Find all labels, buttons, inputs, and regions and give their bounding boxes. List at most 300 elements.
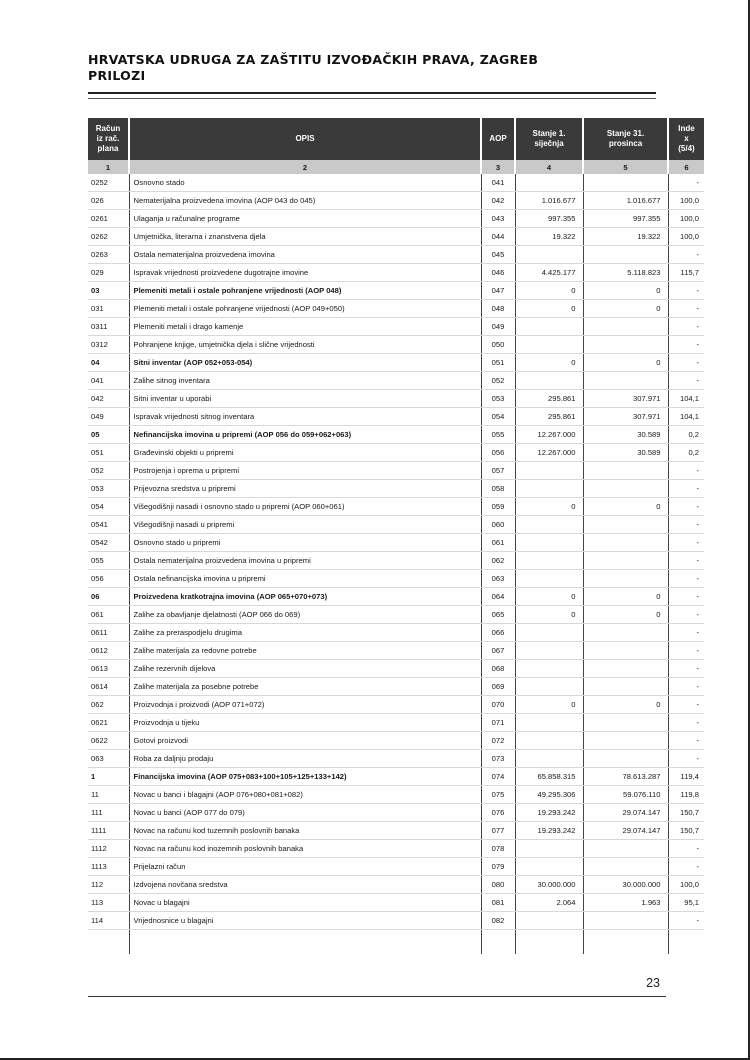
cell-aop: 082 [481,912,515,930]
header-account [88,118,129,160]
cell-aop: 072 [481,732,515,750]
cell-account: 061 [88,606,129,624]
cell-description: Sitni inventar u uporabi [129,390,481,408]
cell-opening: 19.293.242 [515,804,583,822]
table-row [88,660,704,678]
header-aop: AOP [481,118,515,160]
table-row [88,750,704,768]
cell-index: 119,8 [668,786,704,804]
cell-aop: 066 [481,624,515,642]
cell-aop: 071 [481,714,515,732]
cell-opening [515,714,583,732]
cell-description: Ispravak vrijednosti proizvedene dugotrajne imovine [129,264,481,282]
cell-index: 104,1 [668,408,704,426]
cell-index: - [668,516,704,534]
cell-opening: 0 [515,498,583,516]
cell-closing: 5.118.823 [583,264,668,282]
cell-account: 0263 [88,246,129,264]
cell-aop: 054 [481,408,515,426]
cell-opening: 19.293.242 [515,822,583,840]
header-rule-thin [88,98,656,99]
cell-aop: 075 [481,786,515,804]
cell-index: - [668,678,704,696]
filler-cell [515,930,583,955]
cell-closing: 1.963 [583,894,668,912]
cell-description: Vrijednosnice u blagajni [129,912,481,930]
cell-opening [515,642,583,660]
cell-account: 055 [88,552,129,570]
header-account-line-3: plana [97,144,119,153]
cell-account: 063 [88,750,129,768]
table-body [88,174,704,954]
cell-closing [583,246,668,264]
table-row [88,678,704,696]
cell-aop: 055 [481,426,515,444]
column-number: 4 [515,160,583,174]
page-number: 23 [646,976,660,990]
table-row [88,390,704,408]
cell-opening: 1.016.677 [515,192,583,210]
header-index [668,118,704,160]
table-row [88,606,704,624]
cell-account: 0541 [88,516,129,534]
table-row [88,282,704,300]
cell-description: Zalihe za obavljanje djelatnosti (AOP 066 do 069) [129,606,481,624]
cell-index: 150,7 [668,822,704,840]
table-row [88,480,704,498]
cell-opening: 19.322 [515,228,583,246]
header-closing-line-2: prosinca [608,139,643,148]
cell-account: 0311 [88,318,129,336]
cell-index: 0,2 [668,426,704,444]
cell-account: 0312 [88,336,129,354]
cell-aop: 065 [481,606,515,624]
cell-closing [583,552,668,570]
filler-cell [129,930,481,955]
cell-account: 053 [88,480,129,498]
cell-closing [583,534,668,552]
cell-description: Zalihe za preraspodjelu drugima [129,624,481,642]
cell-description: Financijska imovina (AOP 075+083+100+105+125+133+142) [129,768,481,786]
table-row [88,174,704,192]
cell-opening [515,660,583,678]
table-row [88,228,704,246]
table-row [88,768,704,786]
table-row [88,264,704,282]
cell-description: Plemeniti metali i drago kamenje [129,318,481,336]
cell-description: Višegodišnji nasadi u pripremi [129,516,481,534]
header-account-line-2: iz rač. [96,134,120,143]
cell-index: - [668,174,704,192]
cell-description: Novac u blagajni [129,894,481,912]
table-row [88,210,704,228]
table-row [88,786,704,804]
cell-account: 051 [88,444,129,462]
cell-opening: 997.355 [515,210,583,228]
cell-closing: 19.322 [583,228,668,246]
cell-closing: 0 [583,498,668,516]
cell-description: Roba za daljnju prodaju [129,750,481,768]
cell-closing: 30.589 [583,444,668,462]
cell-closing: 29.074.147 [583,822,668,840]
cell-description: Gotovi proizvodi [129,732,481,750]
cell-closing [583,912,668,930]
table-row [88,462,704,480]
cell-description: Nefinancijska imovina u pripremi (AOP 056 do 059+062+063) [129,426,481,444]
cell-index: - [668,462,704,480]
cell-opening: 0 [515,354,583,372]
table-row [88,552,704,570]
cell-description: Izdvojena novčana sredstva [129,876,481,894]
table-row [88,408,704,426]
cell-description: Zalihe sitnog inventara [129,372,481,390]
cell-aop: 045 [481,246,515,264]
cell-aop: 044 [481,228,515,246]
cell-closing: 0 [583,354,668,372]
table-row [88,732,704,750]
cell-description: Zalihe materijala za redovne potrebe [129,642,481,660]
cell-description: Plemeniti metali i ostale pohranjene vrijednosti (AOP 049+050) [129,300,481,318]
cell-opening: 30.000.000 [515,876,583,894]
cell-account: 03 [88,282,129,300]
table-row [88,714,704,732]
column-number: 2 [129,160,481,174]
cell-closing [583,624,668,642]
cell-index: - [668,246,704,264]
cell-index: 115,7 [668,264,704,282]
cell-description: Ulaganja u računalne programe [129,210,481,228]
cell-aop: 077 [481,822,515,840]
table-row [88,588,704,606]
cell-index: - [668,714,704,732]
cell-opening: 4.425.177 [515,264,583,282]
cell-opening: 0 [515,696,583,714]
footer-rule [88,996,666,997]
cell-aop: 053 [481,390,515,408]
cell-description: Pohranjene knjige, umjetnička djela i slične vrijednosti [129,336,481,354]
cell-opening [515,372,583,390]
cell-closing: 78.613.287 [583,768,668,786]
cell-closing [583,714,668,732]
cell-account: 113 [88,894,129,912]
cell-aop: 079 [481,858,515,876]
cell-account: 056 [88,570,129,588]
cell-closing: 0 [583,696,668,714]
cell-index: 100,0 [668,210,704,228]
table-row [88,642,704,660]
cell-aop: 058 [481,480,515,498]
cell-aop: 051 [481,354,515,372]
header-opening-line-2: siječnja [534,139,564,148]
table-row [88,876,704,894]
cell-opening [515,570,583,588]
cell-closing [583,642,668,660]
header-index-line-3: (5/4) [678,144,695,153]
cell-account: 0614 [88,678,129,696]
cell-account: 0612 [88,642,129,660]
cell-opening: 12.267.000 [515,444,583,462]
cell-index: - [668,480,704,498]
cell-account: 1111 [88,822,129,840]
cell-description: Nematerijalna proizvedena imovina (AOP 043 do 045) [129,192,481,210]
column-number-row [88,160,704,174]
cell-description: Ispravak vrijednosti sitnog inventara [129,408,481,426]
table-row [88,912,704,930]
cell-opening [515,678,583,696]
table-row [88,246,704,264]
cell-closing [583,858,668,876]
cell-aop: 064 [481,588,515,606]
table-row [88,840,704,858]
cell-aop: 074 [481,768,515,786]
cell-aop: 069 [481,678,515,696]
cell-description: Prijevozna sredstva u pripremi [129,480,481,498]
cell-aop: 046 [481,264,515,282]
cell-opening [515,858,583,876]
title-line-1: HRVATSKA UDRUGA ZA ZAŠTITU IZVOĐAČKIH PRAVA, ZAGREB [88,52,539,67]
cell-closing: 30.589 [583,426,668,444]
header-opening [515,118,583,160]
cell-aop: 067 [481,642,515,660]
cell-opening: 295.861 [515,408,583,426]
cell-description: Osnovno stado u pripremi [129,534,481,552]
cell-description: Novac u banci (AOP 077 do 079) [129,804,481,822]
cell-description: Plemeniti metali i ostale pohranjene vrijednosti (AOP 048) [129,282,481,300]
cell-account: 0542 [88,534,129,552]
cell-closing [583,570,668,588]
header-index-line-1: Inde [678,124,695,133]
cell-account: 042 [88,390,129,408]
cell-index: 100,0 [668,192,704,210]
cell-account: 026 [88,192,129,210]
cell-account: 0611 [88,624,129,642]
cell-aop: 063 [481,570,515,588]
cell-index: - [668,642,704,660]
cell-closing [583,840,668,858]
cell-account: 0621 [88,714,129,732]
cell-description: Proizvodnja u tijeku [129,714,481,732]
table-row [88,426,704,444]
cell-closing [583,480,668,498]
cell-closing: 307.971 [583,390,668,408]
column-number: 6 [668,160,704,174]
cell-aop: 061 [481,534,515,552]
table-row [88,354,704,372]
column-number: 1 [88,160,129,174]
cell-closing: 0 [583,588,668,606]
cell-opening: 0 [515,588,583,606]
cell-account: 0261 [88,210,129,228]
cell-account: 06 [88,588,129,606]
cell-account: 11 [88,786,129,804]
filler-cell [481,930,515,955]
cell-aop: 059 [481,498,515,516]
page-title [88,52,538,84]
table-row [88,192,704,210]
cell-opening [515,318,583,336]
cell-description: Prijelazni račun [129,858,481,876]
cell-closing [583,660,668,678]
cell-account: 111 [88,804,129,822]
cell-index: 0,2 [668,444,704,462]
cell-aop: 043 [481,210,515,228]
cell-closing [583,174,668,192]
cell-index: 100,0 [668,228,704,246]
cell-index: - [668,354,704,372]
cell-account: 0252 [88,174,129,192]
header-account-line-1: Račun [95,124,121,133]
cell-account: 0262 [88,228,129,246]
table-row [88,624,704,642]
cell-closing [583,372,668,390]
cell-index: - [668,750,704,768]
cell-opening: 0 [515,300,583,318]
table-row [88,822,704,840]
cell-index: - [668,534,704,552]
cell-opening [515,912,583,930]
cell-index: 150,7 [668,804,704,822]
cell-account: 049 [88,408,129,426]
cell-index: 100,0 [668,876,704,894]
cell-description: Ostala nefinancijska imovina u pripremi [129,570,481,588]
cell-aop: 050 [481,336,515,354]
cell-description: Umjetnička, literarna i znanstvena djela [129,228,481,246]
cell-closing: 29.074.147 [583,804,668,822]
header-closing [583,118,668,160]
header-opening-line-1: Stanje 1. [532,129,566,138]
cell-aop: 042 [481,192,515,210]
cell-closing: 0 [583,282,668,300]
cell-description: Ostala nematerijalna proizvedena imovina u pripremi [129,552,481,570]
table-row [88,336,704,354]
cell-account: 114 [88,912,129,930]
cell-aop: 068 [481,660,515,678]
cell-opening: 12.267.000 [515,426,583,444]
table-filler-row [88,930,704,955]
cell-account: 041 [88,372,129,390]
cell-description: Sitni inventar (AOP 052+053-054) [129,354,481,372]
cell-opening: 2.064 [515,894,583,912]
cell-index: - [668,660,704,678]
balance-table [88,118,704,954]
title-line-2: PRILOZI [88,68,146,83]
filler-cell [583,930,668,955]
cell-index: - [668,732,704,750]
cell-index: 95,1 [668,894,704,912]
header-index-line-2: x [684,134,689,143]
cell-index: - [668,696,704,714]
column-number: 5 [583,160,668,174]
table-row [88,516,704,534]
table-row [88,318,704,336]
header-closing-line-1: Stanje 31. [606,129,645,138]
cell-description: Proizvodnja i proizvodi (AOP 071+072) [129,696,481,714]
cell-index: - [668,858,704,876]
table-row [88,858,704,876]
cell-description: Proizvedena kratkotrajna imovina (AOP 065+070+073) [129,588,481,606]
cell-aop: 047 [481,282,515,300]
cell-opening [515,552,583,570]
cell-account: 062 [88,696,129,714]
cell-index: - [668,606,704,624]
cell-closing [583,678,668,696]
cell-aop: 081 [481,894,515,912]
filler-cell [668,930,704,955]
cell-description: Višegodišnji nasadi i osnovno stado u pripremi (AOP 060+061) [129,498,481,516]
cell-opening [515,624,583,642]
cell-description: Novac na računu kod tuzemnih poslovnih banaka [129,822,481,840]
cell-description: Zalihe materijala za posebne potrebe [129,678,481,696]
cell-opening [515,462,583,480]
cell-index: - [668,588,704,606]
table-row [88,804,704,822]
cell-closing [583,732,668,750]
cell-closing: 307.971 [583,408,668,426]
cell-index: - [668,300,704,318]
cell-closing [583,516,668,534]
cell-closing: 997.355 [583,210,668,228]
table-row [88,894,704,912]
cell-index: - [668,498,704,516]
cell-account: 0622 [88,732,129,750]
cell-opening: 0 [515,606,583,624]
cell-description: Osnovno stado [129,174,481,192]
cell-index: - [668,840,704,858]
cell-account: 1113 [88,858,129,876]
cell-opening [515,174,583,192]
cell-description: Novac u banci i blagajni (AOP 076+080+081+082) [129,786,481,804]
cell-account: 054 [88,498,129,516]
filler-cell [88,930,129,955]
cell-closing [583,318,668,336]
cell-aop: 078 [481,840,515,858]
cell-aop: 052 [481,372,515,390]
cell-account: 031 [88,300,129,318]
cell-account: 04 [88,354,129,372]
cell-aop: 076 [481,804,515,822]
cell-opening [515,750,583,768]
cell-index: - [668,624,704,642]
cell-account: 1 [88,768,129,786]
table-header-row [88,118,704,160]
cell-index: 119,4 [668,768,704,786]
cell-index: - [668,570,704,588]
table-row [88,300,704,318]
table-row [88,444,704,462]
cell-aop: 049 [481,318,515,336]
column-number: 3 [481,160,515,174]
cell-opening [515,246,583,264]
cell-aop: 057 [481,462,515,480]
table-row [88,696,704,714]
cell-index: - [668,282,704,300]
cell-closing: 0 [583,606,668,624]
cell-aop: 062 [481,552,515,570]
cell-description: Ostala nematerijalna proizvedena imovina [129,246,481,264]
cell-description: Novac na računu kod inozemnih poslovnih banaka [129,840,481,858]
cell-aop: 073 [481,750,515,768]
cell-opening: 49.295.306 [515,786,583,804]
cell-opening [515,732,583,750]
cell-aop: 056 [481,444,515,462]
cell-closing [583,336,668,354]
cell-opening: 295.861 [515,390,583,408]
cell-aop: 080 [481,876,515,894]
cell-opening [515,534,583,552]
cell-opening [515,480,583,498]
cell-account: 052 [88,462,129,480]
header-rule-thick [88,92,656,94]
